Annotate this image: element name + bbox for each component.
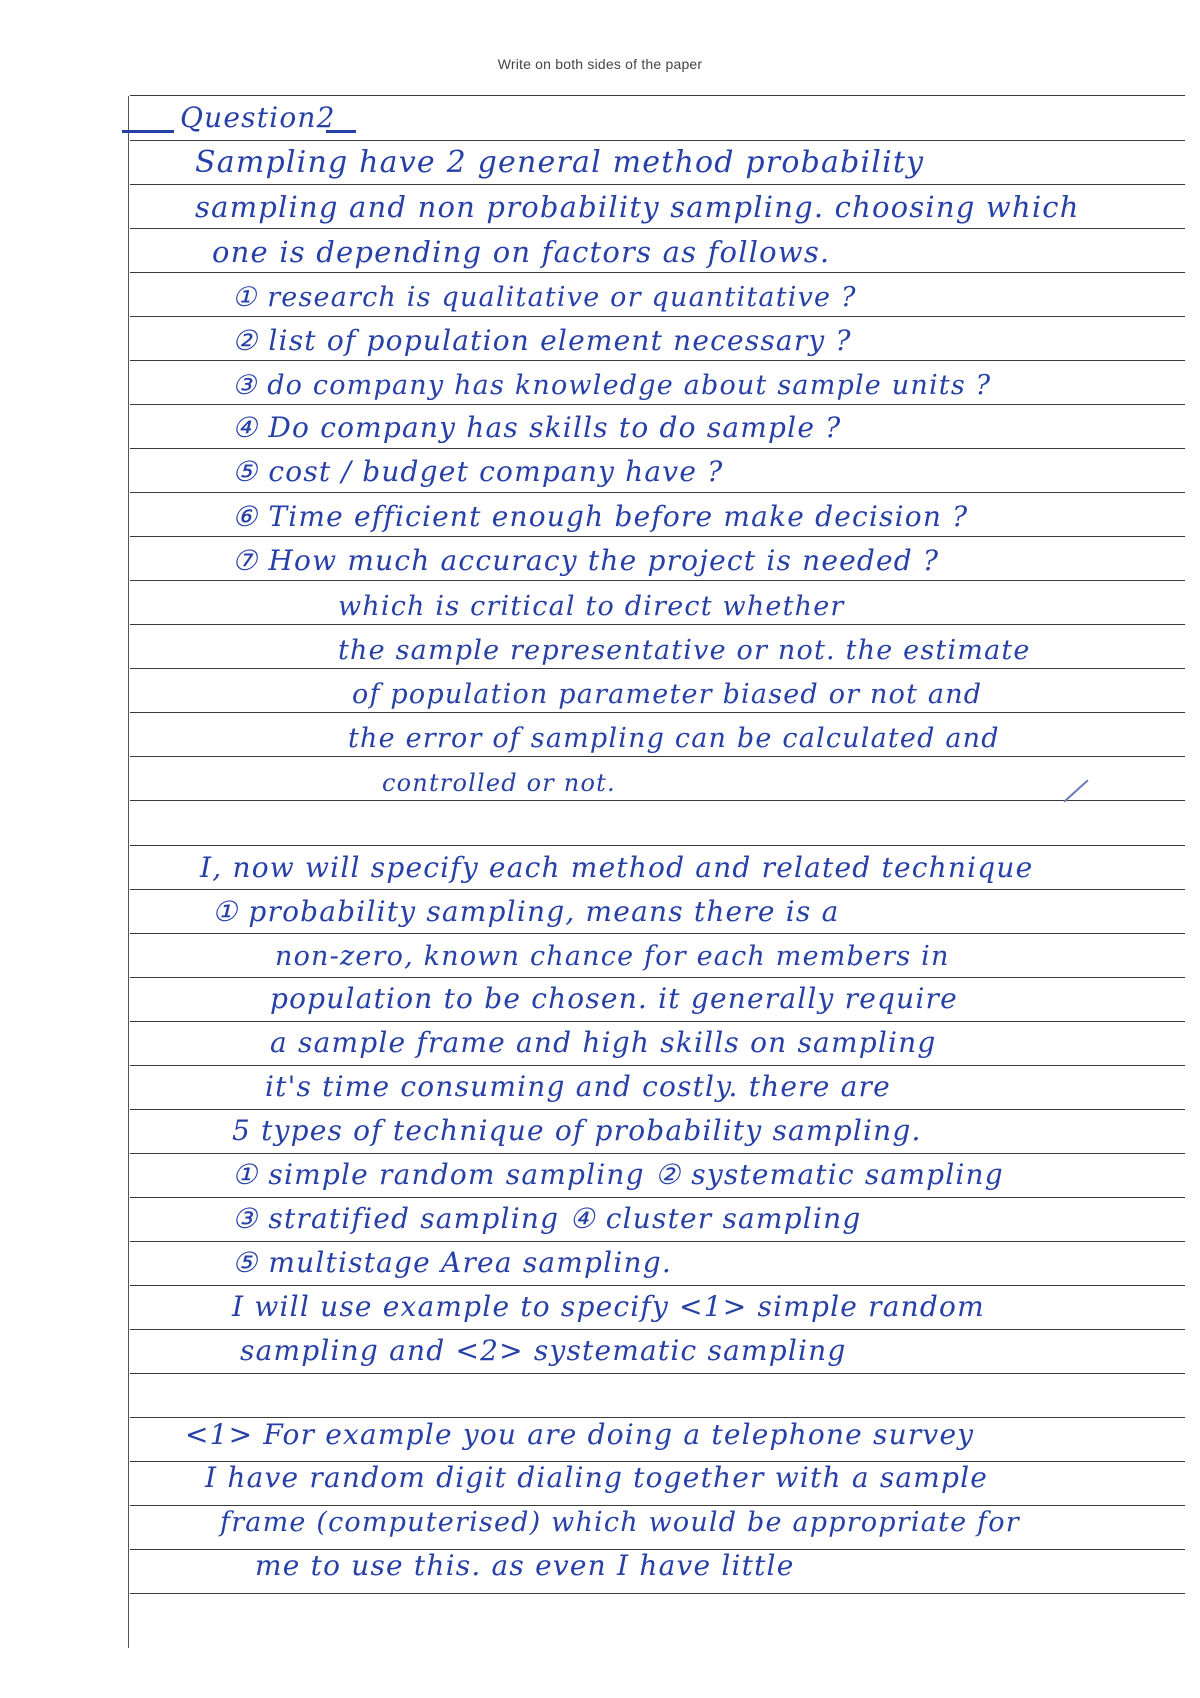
handwritten-line: <1> For example you are doing a telephone survey	[185, 1418, 975, 1451]
ruled-line	[130, 624, 1185, 625]
handwritten-line: ③ do company has knowledge about sample units ?	[232, 369, 992, 401]
ruled-line	[130, 1197, 1185, 1198]
ruled-line	[130, 404, 1185, 405]
handwritten-line: Question2	[180, 101, 336, 134]
handwritten-line: ⑤ cost / budget company have ?	[232, 455, 724, 488]
ruled-line	[130, 360, 1185, 361]
handwritten-line: ① research is qualitative or quantitative ?	[232, 281, 857, 313]
handwritten-line: ② list of population element necessary ?	[232, 324, 852, 357]
handwritten-line: I, now will specify each method and related technique	[200, 851, 1034, 884]
ruled-line	[130, 95, 1185, 96]
handwritten-line: Sampling have 2 general method probability	[195, 145, 925, 180]
handwritten-line: a sample frame and high skills on sampling	[270, 1026, 937, 1059]
handwritten-line: I will use example to specify <1> simple random	[232, 1290, 985, 1323]
ruled-line	[130, 1153, 1185, 1154]
ruled-line	[130, 536, 1185, 537]
ruled-line	[130, 1241, 1185, 1242]
handwritten-line: the sample representative or not. the estimate	[338, 634, 1031, 666]
ruled-line	[130, 228, 1185, 229]
handwritten-line: ⑥ Time efficient enough before make decision ?	[232, 500, 969, 533]
ruled-line	[130, 316, 1185, 317]
ruled-line	[130, 889, 1185, 890]
ruled-line	[130, 756, 1185, 757]
handwritten-line: ⑤ multistage Area sampling.	[232, 1246, 672, 1279]
handwritten-line: I have random digit dialing together with a sample	[205, 1461, 989, 1494]
handwritten-line: frame (computerised) which would be appropriate for	[220, 1506, 1020, 1538]
handwritten-line: ④ Do company has skills to do sample ?	[232, 411, 842, 444]
ruled-line	[130, 1593, 1185, 1594]
handwritten-line: ③ stratified sampling ④ cluster sampling	[232, 1202, 862, 1235]
handwritten-line: controlled or not.	[382, 769, 616, 797]
handwritten-line: sampling and <2> systematic sampling	[240, 1334, 847, 1367]
ruled-line	[130, 1065, 1185, 1066]
handwritten-line: of population parameter biased or not and	[352, 678, 983, 710]
ruled-line	[130, 140, 1185, 141]
handwritten-line: population to be chosen. it generally require	[270, 982, 958, 1015]
ruled-line	[130, 580, 1185, 581]
ruled-line	[130, 1109, 1185, 1110]
ruled-line	[130, 272, 1185, 273]
handwritten-line: it's time consuming and costly. there are	[265, 1070, 891, 1103]
handwritten-line: me to use this. as even I have little	[255, 1549, 795, 1582]
ruled-line	[130, 1285, 1185, 1286]
handwritten-line: ⑦ How much accuracy the project is needed ?	[232, 544, 940, 577]
ruled-line	[130, 1021, 1185, 1022]
handwritten-line: non-zero, known chance for each members in	[275, 940, 950, 972]
ruled-line	[130, 492, 1185, 493]
handwritten-line: sampling and non probability sampling. choosing which	[195, 189, 1080, 224]
ruled-line	[130, 668, 1185, 669]
ruled-line	[130, 1373, 1185, 1374]
handwritten-line: which is critical to direct whether	[338, 590, 845, 622]
ruled-line	[130, 800, 1185, 801]
handwritten-line: ① simple random sampling ② systematic sampling	[232, 1158, 1004, 1191]
ruled-line	[130, 845, 1185, 846]
handwritten-line: one is depending on factors as follows.	[212, 234, 831, 269]
ruled-line	[130, 977, 1185, 978]
page-header: Write on both sides of the paper	[497, 56, 703, 72]
margin-line	[128, 96, 129, 1648]
ruled-line	[130, 1329, 1185, 1330]
ruled-line	[130, 933, 1185, 934]
handwritten-line: ① probability sampling, means there is a	[212, 895, 840, 928]
ruled-line	[130, 184, 1185, 185]
ruled-line	[130, 712, 1185, 713]
handwritten-line: 5 types of technique of probability sampling.	[232, 1114, 922, 1147]
ruled-line	[130, 1505, 1185, 1506]
heading-dash-left	[122, 130, 174, 133]
handwritten-line: the error of sampling can be calculated and	[348, 722, 1000, 754]
grader-tick-mark	[1063, 780, 1088, 803]
ruled-line	[130, 448, 1185, 449]
